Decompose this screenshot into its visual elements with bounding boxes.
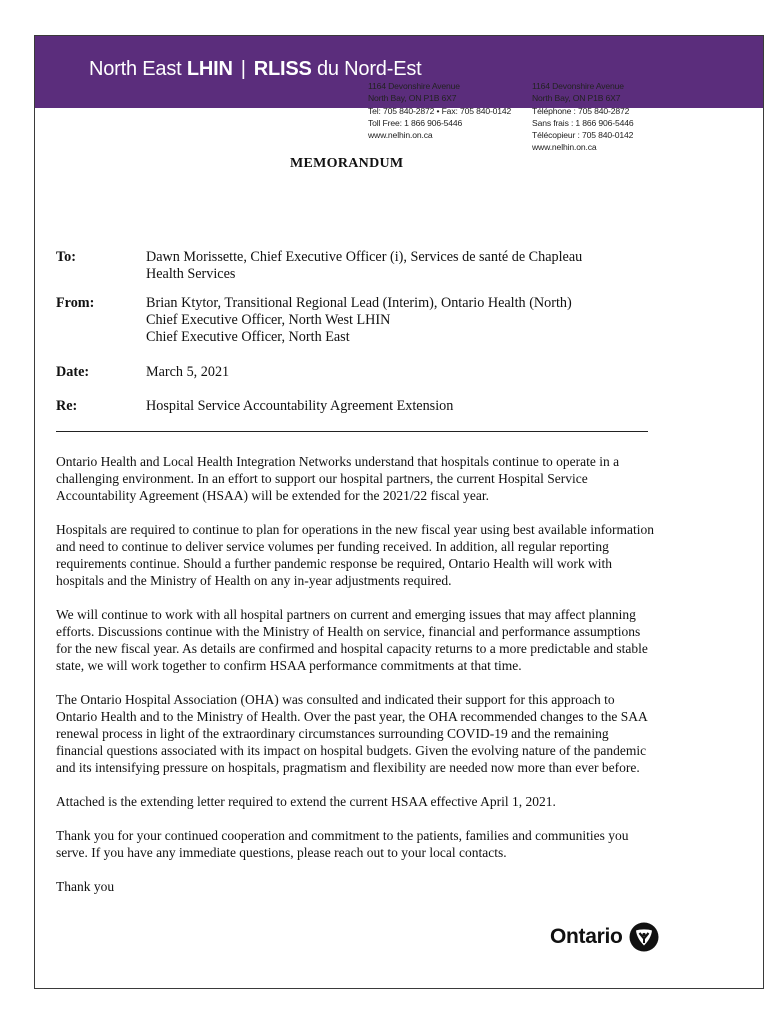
from-line: Brian Ktytor, Transitional Regional Lead (Interim), Ontario Health (North)	[146, 295, 572, 311]
from-line: Chief Executive Officer, North East	[146, 329, 350, 345]
body-paragraph: The Ontario Hospital Association (OHA) was consulted and indicated their support for this approach to Ontario Health and to the Ministry of Health. Over the past year, the OHA recommended changes to the SAA renewal process in light of the extraordinary circumstances surrounding COVID-19 and the remaining financial questions associated with its impact on hospital budgets. Given the evolving nature of the pandemic and its intensifying pressure on hospitals, pragmatism and flexibility are needed now more than ever before.	[56, 692, 648, 775]
from-line: Chief Executive Officer, North West LHIN	[146, 312, 391, 328]
date-label: Date:	[56, 364, 90, 380]
address-line: 1164 Devonshire Avenue	[532, 81, 624, 91]
address-line: Sans frais : 1 866 906-5446	[532, 117, 634, 128]
to-label: To:	[56, 249, 76, 265]
closing-text: Thank you	[56, 879, 115, 894]
lhin-logo	[89, 58, 422, 81]
to-value	[146, 249, 616, 283]
body-paragraph: Attached is the extending letter required to extend the current HSAA effective April 1, 2021.	[56, 794, 556, 809]
divider-line	[56, 431, 648, 432]
address-line: 1164 Devonshire Avenue	[368, 81, 460, 91]
re-label: Re:	[56, 398, 78, 414]
from-label: From:	[56, 295, 95, 311]
date-value: March 5, 2021	[146, 364, 230, 380]
brand-fr-bold: RLISS	[253, 58, 312, 80]
address-line: www.nelhin.on.ca	[532, 142, 597, 153]
address-line: Toll Free: 1 866 906-5446	[368, 117, 463, 128]
brand-en-bold: LHIN	[186, 58, 233, 80]
address-line: North Bay, ON P1B 6X7	[532, 93, 621, 104]
brand-separator: |	[240, 58, 246, 80]
address-line: www.nelhin.on.ca	[368, 130, 433, 141]
ontario-wordmark: Ontario	[550, 925, 623, 948]
address-english	[368, 80, 511, 141]
brand-fr: du Nord-Est	[311, 58, 422, 80]
address-line: Télécopieur : 705 840-0142	[532, 130, 634, 141]
trillium-icon	[629, 922, 659, 952]
from-value	[146, 295, 616, 346]
address-line: Téléphone : 705 840-2872	[532, 105, 630, 116]
address-french	[532, 80, 634, 154]
ontario-logo	[550, 922, 659, 952]
address-line: North Bay, ON P1B 6X7	[368, 93, 457, 104]
to-line: Dawn Morissette, Chief Executive Officer (i), Services de santé de Chapleau	[146, 249, 583, 265]
brand-en: North East	[89, 58, 187, 80]
address-line: Tel: 705 840-2872 • Fax: 705 840-0142	[368, 105, 512, 116]
body-paragraph: Hospitals are required to continue to plan for operations in the new fiscal year using best available information and need to continue to deliver service volumes per funding received. In addition, all regular reporting requirements continue. Should a further pandemic response be required, Ontario Health will work with hospitals and the Ministry of Health on any in-year adjustments required.	[56, 522, 654, 588]
body-paragraph: Thank you for your continued cooperation and commitment to the patients, families and communities you serve. If you have any immediate questions, please reach out to your local contacts.	[56, 828, 629, 860]
re-value: Hospital Service Accountability Agreement Extension	[146, 398, 454, 414]
body-paragraph: We will continue to work with all hospital partners on current and emerging issues that may affect planning efforts. Discussions continue with the Ministry of Health on service, financial and performance assumptions for the new fiscal year. As details are confirmed and hospital capacity returns to a more predictable and stable state, we will work together to confirm HSAA performance commitments at that time.	[56, 607, 648, 673]
memo-body	[56, 453, 656, 912]
body-paragraph: Ontario Health and Local Health Integration Networks understand that hospitals continue to operate in a challenging environment. In an effort to support our hospital partners, the current Hospital Service Accountability Agreement (HSAA) will be extended for the 2021/22 fiscal year.	[56, 454, 620, 503]
to-line: Health Services	[146, 266, 236, 282]
memo-title: MEMORANDUM	[290, 156, 404, 171]
